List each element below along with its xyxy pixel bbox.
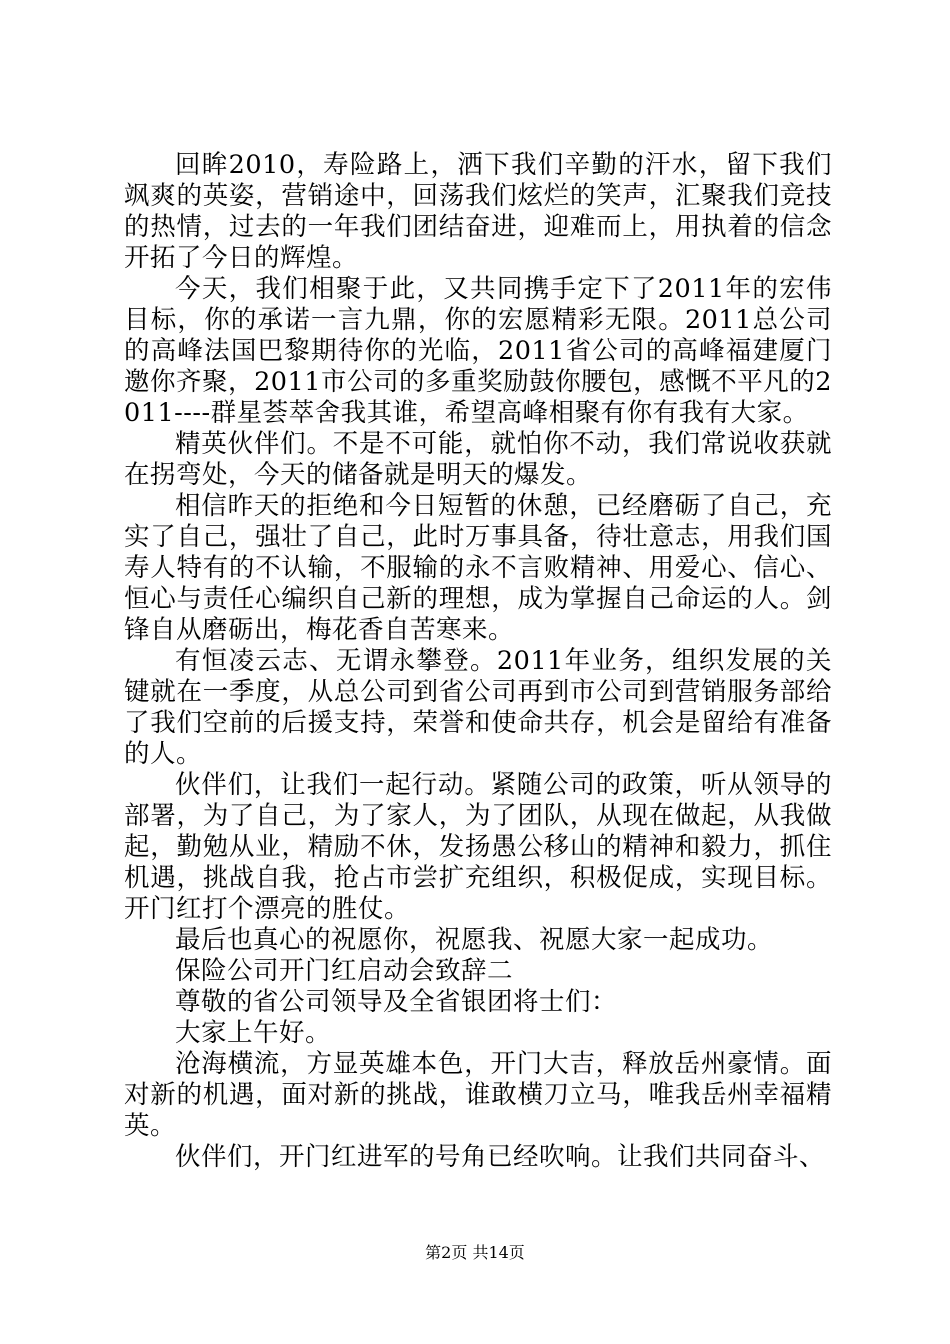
section-title-speech-two: 保险公司开门红启动会致辞二 [175,956,514,986]
document-body [124,150,832,1173]
paragraph-ambition: 有恒凌云志、无谓永攀登。2011年业务，组织发展的关键就在一季度，从总公司到省公司再到市公司到营销服务部给了我们空前的后援支持，荣誉和使命共存，机会是留给有准备的人。 [124,646,832,769]
paragraph-heroes: 沧海横流，方显英雄本色，开门大吉，释放岳州豪情。面对新的机遇，面对新的挑战，谁敢横刀立马，唯我岳州幸福精英。 [124,1049,832,1141]
page-footer: 第2页 共14页 [425,1243,525,1262]
paragraph-goals-2011: 今天，我们相聚于此，又共同携手定下了2011年的宏伟目标，你的承诺一言九鼎，你的宏愿精彩无限。2011总公司的高峰法国巴黎期待你的光临，2011省公司的高峰福建厦门邀你齐聚，2011市公司的多重奖励鼓你腰包，感慨不平凡的2011----群星荟萃舍我其谁，希望高峰相聚有你有我有大家。 [124,274,832,428]
paragraph-action: 伙伴们，让我们一起行动。紧随公司的政策，听从领导的部署，为了自己，为了家人，为了团队，从现在做起，从我做起，勤勉从业，精励不休，发扬愚公移山的精神和毅力，抓住机遇，挑战自我，抢占市尝扩充组织，积极促成，实现目标。开门红打个漂亮的胜仗。 [124,770,832,924]
paragraph-review-2010: 回眸2010，寿险路上，洒下我们辛勤的汗水，留下我们飒爽的英姿，营销途中，回荡我们炫烂的笑声，汇聚我们竞技的热情，过去的一年我们团结奋进，迎难而上，用执着的信念开拓了今日的辉煌。 [124,150,832,273]
paragraph-call-to-arms: 伙伴们，开门红进军的号角已经吹响。让我们共同奋斗、 [175,1142,826,1172]
greeting: 大家上午好。 [175,1018,332,1048]
paragraph-elite-partners: 精英伙伴们。不是不可能，就怕你不动，我们常说收获就在拐弯处，今天的储备就是明天的爆发。 [124,429,832,490]
paragraph-believe: 相信昨天的拒绝和今日短暂的休憩，已经磨砺了自己，充实了自己，强壮了自己，此时万事具备，待壮意志，用我们国寿人特有的不认输，不服输的永不言败精神、用爱心、信心、恒心与责任心编织自己新的理想，成为掌握自己命运的人。剑锋自从磨砺出，梅花香自苦寒来。 [124,491,832,645]
paragraph-wishes: 最后也真心的祝愿你，祝愿我、祝愿大家一起成功。 [175,925,774,955]
salutation: 尊敬的省公司领导及全省银团将士们： [175,987,618,1017]
